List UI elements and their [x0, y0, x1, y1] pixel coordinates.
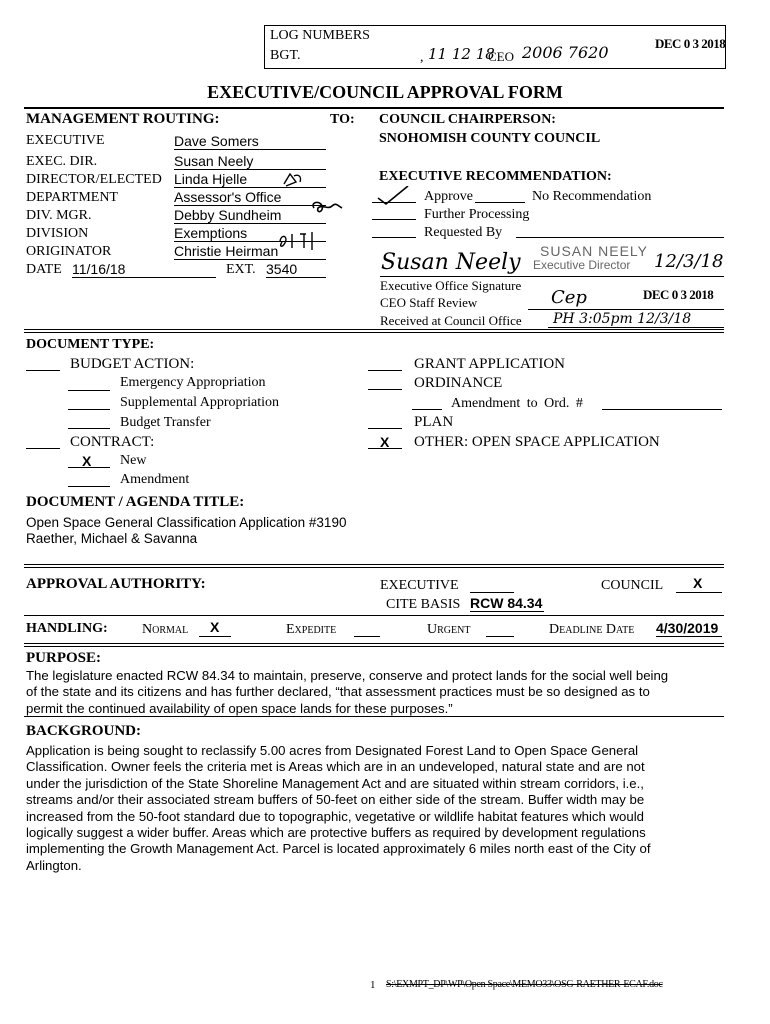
- footer-file-path: S:\EXMPT_DP\WP\Open Space\MEMO33\OSG-RAETHER-ECAF.doc: [386, 979, 663, 990]
- background-line-3: under the jurisdiction of the State Shoreline Management Act and are situated within stream corridors, i.e.,: [26, 775, 644, 791]
- approval-council: COUNCIL: [601, 578, 664, 593]
- routing-label-department: DEPARTMENT: [26, 190, 118, 205]
- plan: PLAN: [414, 414, 454, 430]
- cite-basis-value: RCW 84.34: [470, 595, 543, 611]
- purpose-line-3: permit the continued availability of open space lands for these purposes.”: [26, 700, 453, 716]
- ceo-review-initials: Cep: [551, 287, 587, 308]
- amendment-label: Amendment: [120, 472, 190, 487]
- signature-stamp-name: SUSAN NEELY: [540, 243, 648, 259]
- background-line-5: increased from the 50-foot standard due to topographic, vegetative or wildlife habitat features which would: [26, 808, 644, 824]
- new-label: New: [120, 453, 147, 468]
- new-mark: X: [82, 453, 92, 469]
- handling-normal: Normal: [142, 622, 189, 637]
- form-title: EXECUTIVE/COUNCIL APPROVAL FORM: [207, 82, 563, 102]
- no-recommendation-label: No Recommendation: [532, 189, 652, 204]
- purpose-line-1: The legislature enacted RCW 84.34 to maintain, preserve, conserve and protect lands for the social well being: [26, 668, 669, 683]
- grant-application: GRANT APPLICATION: [414, 356, 565, 372]
- approval-executive: EXECUTIVE: [380, 578, 459, 593]
- further-processing-label: Further Processing: [424, 207, 530, 222]
- handling-label: HANDLING:: [26, 621, 108, 636]
- approve-check-mark: [376, 186, 412, 206]
- footer-page-number: 1: [370, 979, 376, 991]
- background-text: [26, 743, 716, 874]
- signature-stamp-title: Executive Director: [533, 258, 631, 272]
- ext-label: EXT.: [226, 262, 256, 277]
- date-value: 11/16/18: [72, 261, 216, 278]
- handling-expedite: Expedite: [286, 622, 337, 637]
- routing-label-exec-dir: EXEC. DIR.: [26, 154, 98, 169]
- supplemental-appropriation: Supplemental Appropriation: [120, 395, 280, 410]
- contract-label: CONTRACT:: [70, 434, 155, 450]
- purpose-text: [26, 668, 716, 717]
- exec-signature: Susan Neely: [381, 250, 521, 275]
- agenda-heading: DOCUMENT / AGENDA TITLE:: [26, 494, 245, 510]
- background-line-1: Application is being sought to reclassify 5.00 acres from Designated Forest Land to Open Space General: [26, 743, 639, 758]
- background-line-8: Arlington.: [26, 857, 82, 873]
- routing-value-div-mgr: Debby Sundheim: [174, 207, 326, 224]
- requested-by-label: Requested By: [424, 225, 503, 240]
- cite-basis-label: CITE BASIS: [386, 597, 461, 612]
- bgt-label: BGT.: [270, 48, 301, 63]
- ordinance: ORDINANCE: [414, 375, 503, 391]
- purpose-heading: PURPOSE:: [26, 650, 101, 666]
- routing-initials-marks: [270, 164, 350, 260]
- routing-label-originator: ORIGINATOR: [26, 244, 112, 259]
- background-line-6: logically suggest a wider buffer. Areas which are protective buffers as required by development regulations: [26, 825, 646, 841]
- routing-label-division: DIVISION: [26, 226, 89, 241]
- purpose-line-2: of the state and its citizens and has further declared, “that assessment practices must be so designed as to: [26, 684, 650, 700]
- routing-value-originator: Christie Heirman: [174, 243, 326, 260]
- background-heading: BACKGROUND:: [26, 723, 141, 739]
- deadline-label: Deadline Date: [549, 622, 635, 637]
- doc-type-heading: DOCUMENT TYPE:: [26, 337, 155, 352]
- log-date-stamp: DEC 0 3 2018: [655, 36, 726, 51]
- received-label: Received at Council Office: [380, 313, 522, 328]
- other-open-space: OTHER: OPEN SPACE APPLICATION: [414, 434, 660, 450]
- council-chair-label: COUNCIL CHAIRPERSON:: [379, 112, 556, 127]
- budget-transfer: Budget Transfer: [120, 415, 211, 430]
- log-numbers-title: LOG NUMBERS: [270, 28, 370, 43]
- routing-value-division: Exemptions: [174, 225, 326, 242]
- routing-value-executive: Dave Somers: [174, 133, 326, 150]
- routing-label-executive: EXECUTIVE: [26, 133, 105, 148]
- other-mark: X: [380, 434, 390, 450]
- emergency-appropriation: Emergency Appropriation: [120, 375, 266, 390]
- approval-heading: APPROVAL AUTHORITY:: [26, 576, 206, 592]
- budget-action-label: BUDGET ACTION:: [70, 356, 195, 372]
- routing-heading: MANAGEMENT ROUTING:: [26, 111, 220, 127]
- approve-label: Approve: [424, 189, 473, 204]
- handling-urgent: Urgent: [427, 622, 471, 637]
- ceo-review-stamp: DEC 0 3 2018: [643, 287, 714, 302]
- exec-rec-heading: EXECUTIVE RECOMMENDATION:: [379, 169, 612, 184]
- amendment-to-ord: Amendment to Ord. #: [451, 396, 583, 411]
- routing-value-director: Linda Hjelle: [174, 171, 326, 188]
- council-mark: X: [693, 575, 703, 591]
- ext-value: 3540: [266, 261, 326, 278]
- received-handwritten: PH 3:05pm 12/3/18: [553, 311, 692, 327]
- date-label: DATE: [26, 262, 62, 277]
- routing-label-director: DIRECTOR/ELECTED: [26, 172, 162, 187]
- agenda-line-1: Open Space General Classification Application #3190: [26, 515, 347, 530]
- to-label: TO:: [330, 112, 355, 127]
- background-line-7: implementing the Growth Management Act. Parcel is located approximately 6 miles north east of the City of: [26, 841, 651, 857]
- ceo-label: CEO: [488, 49, 514, 64]
- council-name: SNOHOMISH COUNTY COUNCIL: [379, 131, 601, 146]
- background-line-2: Classification. Owner feels the criteria met is Areas which are in an undeveloped, natural state and are not: [26, 759, 645, 775]
- routing-value-department: Assessor's Office: [174, 189, 326, 206]
- bgt-handwritten: 11 12 18: [428, 45, 495, 63]
- ceo-handwritten: 2006 7620: [522, 43, 609, 62]
- normal-mark: X: [210, 619, 220, 635]
- deadline-value: 4/30/2019: [656, 620, 722, 637]
- background-line-4: streams and/or their associated stream buffers of 50-feet on either side of the stream. Buffer width may be: [26, 792, 645, 808]
- routing-label-div-mgr: DIV. MGR.: [26, 208, 92, 223]
- ceo-review-label: CEO Staff Review: [380, 295, 478, 310]
- routing-value-exec-dir: Susan Neely: [174, 153, 326, 170]
- exec-sig-label: Executive Office Signature: [380, 278, 522, 293]
- signature-date: 12/3/18: [654, 251, 724, 272]
- agenda-line-2: Raether, Michael & Savanna: [26, 531, 198, 546]
